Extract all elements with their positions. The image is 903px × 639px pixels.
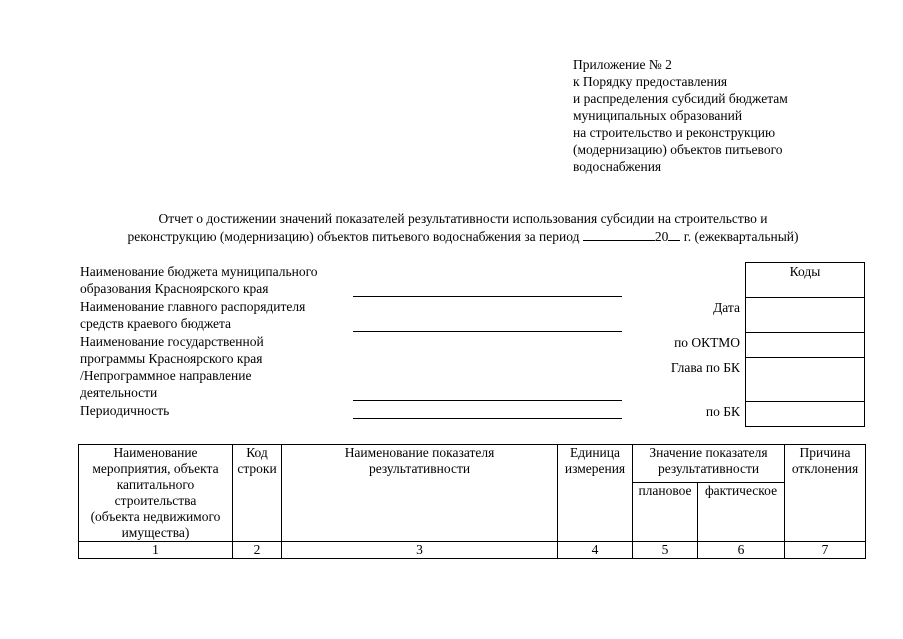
header-line: измерения [564,461,626,476]
header-line: Код [246,445,268,460]
appendix-line: водоснабжения [573,159,662,174]
appendix-line: (модернизацию) объектов питьевого [573,142,783,157]
header-line: отклонения [791,461,859,476]
main-manager-label [80,298,305,332]
date-code-cell[interactable] [746,298,865,333]
header-line: результативности [368,461,471,476]
state-program-label-line: программы Красноярского края [80,351,263,366]
glava-bk-code-cell[interactable] [746,358,865,402]
measure-header [79,445,233,542]
indicator-header [282,445,558,542]
actual-header: фактическое [698,483,785,542]
main-manager-label-line: средств краевого бюджета [80,316,232,331]
report-title-line-1: Отчет о достижении значений показателей результативности использования субсидии на строительство и [158,211,768,226]
report-title-period-text: реконструкцию (модернизацию) объектов питьевого водоснабжения за период [127,229,580,244]
header-line: результативности [657,461,760,476]
codes-header: Коды [746,263,865,298]
bk-label: по БК [705,404,740,419]
year-blank-field[interactable] [668,227,680,241]
column-number-row [79,542,866,559]
header-line: Причина [799,445,851,460]
appendix-header [573,56,788,175]
header-line: Значение показателя [649,445,768,460]
planned-header: плановое [633,483,698,542]
value-header [633,445,785,483]
indicators-table [78,444,866,559]
column-number: 6 [698,542,785,559]
column-number: 1 [79,542,233,559]
header-line: Наименование [113,445,198,460]
report-title-suffix: г. (ежеквартальный) [683,229,799,244]
state-program-label-line: деятельности [80,385,158,400]
reason-header [785,445,866,542]
state-program-label [80,333,264,401]
report-title [60,210,866,245]
appendix-line: к Порядку предоставления [573,74,728,89]
year-prefix: 20 [654,229,669,244]
periodicity-field[interactable] [353,418,622,419]
oktmo-code-cell[interactable] [746,333,865,358]
oktmo-label: по ОКТМО [674,335,740,350]
main-manager-field[interactable] [353,331,622,332]
appendix-line: муниципальных образований [573,108,743,123]
column-number: 2 [233,542,282,559]
date-label: Дата [713,300,740,315]
row-code-header [233,445,282,542]
header-line: мероприятия, объекта [92,461,219,476]
column-number: 4 [558,542,633,559]
header-line: (объекта недвижимого [90,509,221,524]
header-line: Единица [569,445,620,460]
header-line: Наименование показателя [344,445,495,460]
header-line: строительства [114,493,197,508]
report-title-line-2 [60,227,866,245]
period-blank-field[interactable] [583,227,655,241]
budget-name-label [80,263,318,297]
budget-name-field[interactable] [353,296,622,297]
appendix-line: на строительство и реконструкцию [573,125,776,140]
header-line: капитального [116,477,195,492]
header-line: строки [237,461,277,476]
codes-table [745,262,865,427]
glava-bk-label: Глава по БК [670,360,740,375]
budget-name-label-line: образования Красноярского края [80,281,269,296]
appendix-line: и распределения субсидий бюджетам [573,91,788,106]
bk-code-cell[interactable] [746,402,865,427]
column-number: 5 [633,542,698,559]
header-line: имущества) [121,525,190,540]
budget-name-label-line: Наименование бюджета муниципального [80,264,318,279]
column-number: 7 [785,542,866,559]
column-number: 3 [282,542,558,559]
state-program-label-line: Наименование государственной [80,334,264,349]
main-manager-label-line: Наименование главного распорядителя [80,299,306,314]
unit-header [558,445,633,542]
state-program-field[interactable] [353,400,622,401]
state-program-label-line: /Непрограммное направление [80,368,252,383]
periodicity-label: Периодичность [80,403,170,418]
table-header-row [79,445,866,483]
appendix-line: Приложение № 2 [573,57,672,72]
